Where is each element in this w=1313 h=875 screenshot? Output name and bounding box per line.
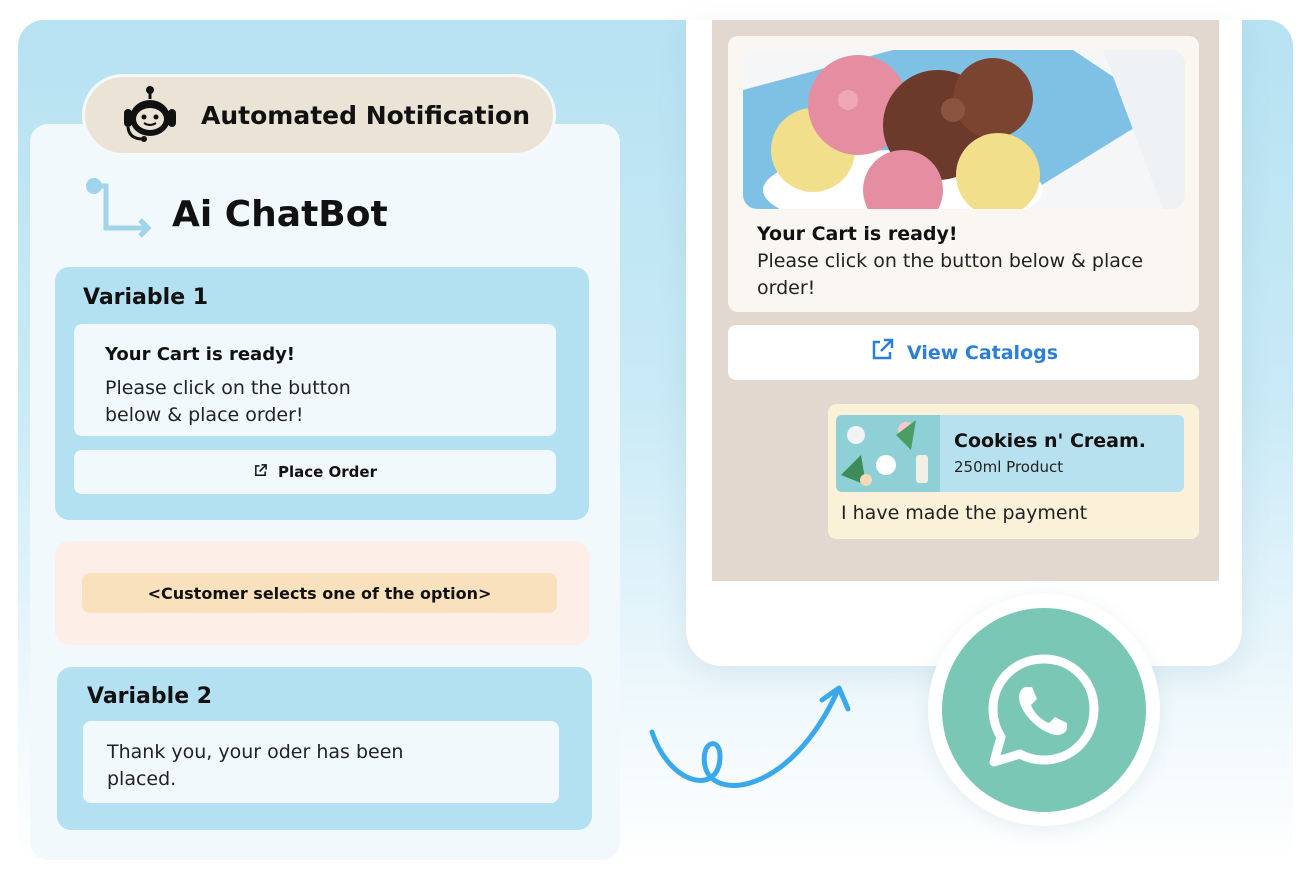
notification-label: Automated Notification <box>201 100 531 130</box>
place-order-label: Place Order <box>277 463 377 481</box>
variable-2-title: Variable 2 <box>87 684 213 709</box>
product-reference-card[interactable] <box>836 415 1184 492</box>
product-heading: Your Cart is ready! <box>757 223 958 245</box>
reply-product-sub: 250ml Product <box>954 458 1064 476</box>
chat-area <box>712 20 1219 581</box>
customer-selection-label: <Customer selects one of the option> <box>82 573 557 613</box>
customer-reply-bubble <box>828 404 1199 539</box>
whatsapp-icon <box>942 608 1146 812</box>
view-catalogs-button[interactable] <box>728 325 1199 380</box>
phone-mockup <box>686 20 1242 666</box>
curly-arrow-icon <box>640 676 870 806</box>
variable-1-title: Variable 1 <box>83 285 209 310</box>
external-link-icon <box>253 463 268 482</box>
whatsapp-badge <box>928 594 1160 826</box>
cosmetics-thumbnail <box>836 415 940 492</box>
message-text: Thank you, your oder has been placed. <box>107 741 404 790</box>
external-link-icon <box>869 337 895 368</box>
ice-cream-image <box>743 50 1185 209</box>
variable-1-message <box>74 324 556 436</box>
automated-notification-pill <box>82 74 556 156</box>
variable-1-card <box>55 267 589 520</box>
message-heading: Your Cart is ready! <box>105 344 296 365</box>
reply-product-title: Cookies n' Cream. <box>954 430 1147 452</box>
route-icon <box>82 174 154 240</box>
variable-2-card <box>57 667 592 830</box>
product-message <box>728 36 1199 312</box>
selection-card <box>55 541 589 645</box>
variable-2-message <box>83 721 559 803</box>
view-catalogs-label: View Catalogs <box>906 341 1059 364</box>
message-text: Please click on the button below & place order! <box>105 377 351 426</box>
place-order-button[interactable] <box>74 450 556 494</box>
robot-icon <box>115 85 185 145</box>
product-text: Please click on the button below & place order! <box>757 250 1144 299</box>
chatbot-title: Ai ChatBot <box>172 194 388 235</box>
reply-text: I have made the payment <box>841 502 1088 524</box>
